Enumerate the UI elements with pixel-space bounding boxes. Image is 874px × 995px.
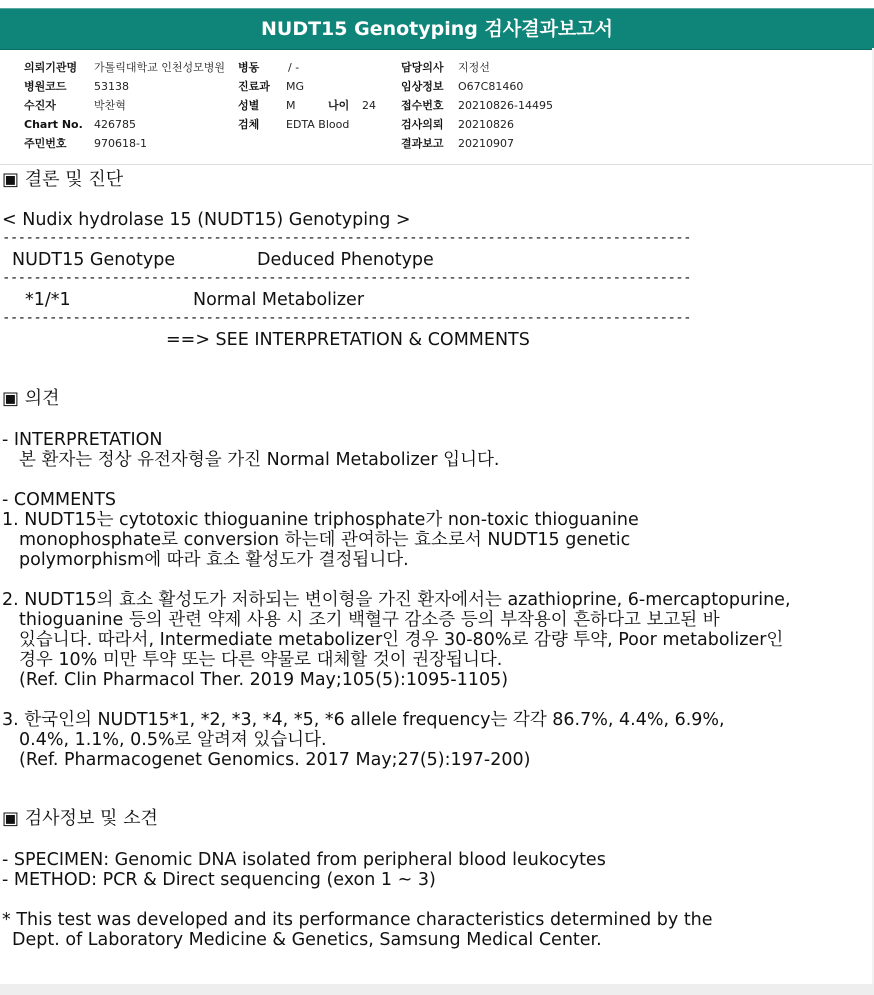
value-sex: M [286,99,296,112]
label-chart-no: Chart No. [24,118,83,131]
value-department: MG [286,80,305,93]
patient-info-col2 [238,58,376,134]
label-receipt-no: 접수번호 [401,99,444,112]
result-phenotype: Normal Metabolizer [193,290,365,310]
result-genotype: *1/*1 [25,290,71,310]
comment1-line1: 1. NUDT15는 cytotoxic thioguanine triphosphate가 non-toxic thioguanine [2,510,639,530]
value-age: 24 [362,99,376,112]
genotyping-title: < Nudix hydrolase 15 (NUDT15) Genotyping > [2,210,411,230]
comment2-ref: (Ref. Clin Pharmacol Ther. 2019 May;105(5):1095-1105) [19,670,509,690]
footer-strip [0,984,874,995]
label-resident-no: 주민번호 [24,137,67,150]
label-sex: 성별 [238,99,260,112]
top-strip [0,0,874,8]
divider-line-3: ---------------------------------------------------------------------------------------- [2,310,691,326]
comment3-ref: (Ref. Pharmacogenet Genomics. 2017 May;27(5):197-200) [19,750,531,770]
label-ward: 병동 [238,61,260,74]
label-doctor: 담당의사 [401,61,444,74]
value-report-date: 20210907 [458,137,514,150]
value-specimen: EDTA Blood [286,118,350,131]
label-report-date: 결과보고 [401,137,444,150]
report-title-bar [0,8,874,50]
divider-line-2: ---------------------------------------------------------------------------------------- [2,270,691,286]
comment1-line2: monophosphate로 conversion 하는데 관여하는 효소로서 NUDT15 genetic [19,530,631,550]
label-specimen: 검체 [238,118,260,131]
patient-info-col3 [401,58,553,153]
label-department: 진료과 [238,80,270,93]
value-receipt-no: 20210826-14495 [458,99,553,112]
value-institution: 가톨릭대학교 인천성모병원 [94,61,226,74]
test-info-header: ▣ 검사정보 및 소견 [2,808,158,829]
label-patient: 수진자 [24,99,56,112]
value-clinical-info: O67C81460 [458,80,524,93]
comment2-line3: 있습니다. 따라서, Intermediate metabolizer인 경우 30-80%로 감량 투약, Poor metabolizer인 [19,630,784,650]
label-clinical-info: 임상정보 [401,80,444,93]
value-doctor: 지정선 [458,61,490,74]
comment1-line3: polymorphism에 따라 효소 활성도가 결정됩니다. [19,550,409,570]
label-hospital-code: 병원코드 [24,80,67,93]
value-request-date: 20210826 [458,118,514,131]
comments-label: - COMMENTS [2,490,117,510]
opinion-header: ▣ 의견 [2,388,60,409]
comment2-line4: 경우 10% 미만 투약 또는 다른 약물로 대체할 것이 권장됩니다. [19,650,503,670]
comment3-line1: 3. 한국인의 NUDT15*1, *2, *3, *4, *5, *6 allele frequency는 각각 86.7%, 4.4%, 6.9%, [2,710,725,730]
value-hospital-code: 53138 [94,80,129,93]
header-divider [0,164,874,165]
patient-info-col1 [24,58,225,153]
value-patient: 박찬혁 [94,99,126,112]
label-request-date: 검사의뢰 [401,118,444,131]
interpretation-label: - INTERPRETATION [2,430,163,450]
interpretation-text: 본 환자는 정상 유전자형을 가진 Normal Metabolizer 입니다. [19,450,500,470]
conclusion-header: ▣ 결론 및 진단 [2,169,124,190]
divider-line-1: ---------------------------------------------------------------------------------------- [2,230,691,246]
note-line2: Dept. of Laboratory Medicine & Genetics, Samsung Medical Center. [12,930,602,950]
note-line1: * This test was developed and its performance characteristics determined by the [2,910,713,930]
value-chart-no: 426785 [94,118,136,131]
col-header-genotype: NUDT15 Genotype [12,250,176,270]
label-age: 나이 [328,99,350,112]
value-ward: / - [288,61,300,74]
specimen-line: - SPECIMEN: Genomic DNA isolated from peripheral blood leukocytes [2,850,606,870]
comment2-line1: 2. NUDT15의 효소 활성도가 저하되는 변이형을 가진 환자에서는 azathioprine, 6-mercaptopurine, [2,590,791,610]
see-interpretation: ==> SEE INTERPRETATION & COMMENTS [166,330,530,350]
col-header-phenotype: Deduced Phenotype [257,250,434,270]
value-resident-no: 970618-1 [94,137,147,150]
comment3-line2: 0.4%, 1.1%, 0.5%로 알려져 있습니다. [19,730,327,750]
comment2-line2: thioguanine 등의 관련 약제 사용 시 조기 백혈구 감소증 등의 부작용이 흔하다고 보고된 바 [19,610,720,630]
method-line: - METHOD: PCR & Direct sequencing (exon 1 ~ 3) [2,870,436,890]
report-title: NUDT15 Genotyping 검사결과보고서 [261,18,613,40]
label-institution: 의뢰기관명 [24,61,78,74]
